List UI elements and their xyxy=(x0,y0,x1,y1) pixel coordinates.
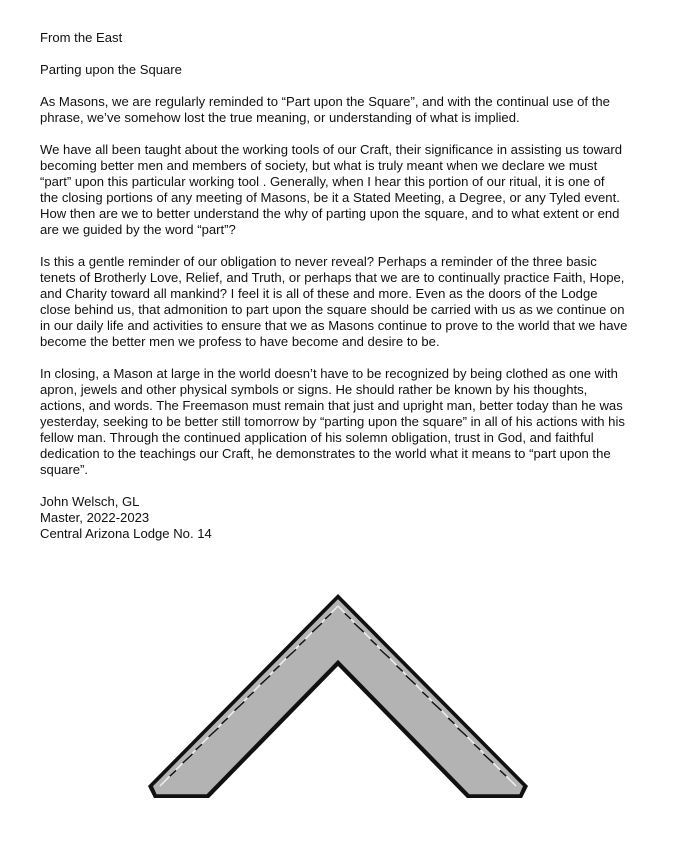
paragraph-line: fellow man. Through the continued application of his solemn obligation, trust in God, and faithful xyxy=(40,430,594,445)
signature-name: John Welsch, GL xyxy=(40,494,140,509)
paragraph-line: actions, and words. The Freemason must remain that just and upright man, better today than he was xyxy=(40,398,623,413)
paragraph-line: become the better men we profess to have become and desire to be. xyxy=(40,334,440,349)
paragraph-line: in our daily life and activities to ensure that we as Masons continue to prove to the world that we have xyxy=(40,318,628,333)
paragraph-line: As Masons, we are regularly reminded to “Part upon the Square”, and with the continual use of the xyxy=(40,94,610,109)
paragraph-line: close behind us, that admonition to part upon the square should be carried with us as we continue on xyxy=(40,302,625,317)
square-graphic xyxy=(148,594,528,798)
document-title: Parting upon the Square xyxy=(40,62,182,77)
signature-lodge: Central Arizona Lodge No. 14 xyxy=(40,526,212,541)
paragraph-line: dedication to the teachings our Craft, he demonstrates to the world what it means to “part upon the xyxy=(40,446,611,461)
paragraph-line: the closing portions of any meeting of Masons, be it a Stated Meeting, a Degree, or any Tyled event. xyxy=(40,190,620,205)
paragraph-line: square”. xyxy=(40,462,89,477)
paragraph-line: In closing, a Mason at large in the world doesn’t have to be recognized by being clothed as one with xyxy=(40,366,618,381)
paragraph-line: and Charity toward all mankind? I feel it is all of these and more. Even as the doors of the Lodge xyxy=(40,286,598,301)
paragraph-line: phrase, we’ve somehow lost the true meaning, or understanding of what is implied. xyxy=(40,110,520,125)
paragraph-line: How then are we to better understand the why of parting upon the square, and to what extent or end xyxy=(40,206,620,221)
paragraph-line: becoming better men and members of society, but what is truly meant when we declare we must xyxy=(40,158,598,173)
paragraph-line: Is this a gentle reminder of our obligation to never reveal? Perhaps a reminder of the three basic xyxy=(40,254,597,269)
paragraph-line: “part” upon this particular working tool . Generally, when I hear this portion of our ritual, it is one of xyxy=(40,174,605,189)
paragraph-line: apron, jewels and other physical symbols or signs. He should rather be known by his thoughts, xyxy=(40,382,588,397)
from-line: From the East xyxy=(40,30,123,45)
paragraph-line: tenets of Brotherly Love, Relief, and Truth, or perhaps that we are to continually practice Faith, Hope, xyxy=(40,270,625,285)
paragraph-line: We have all been taught about the working tools of our Craft, their significance in assisting us toward xyxy=(40,142,623,157)
paragraph-line: yesterday, seeking to be better still tomorrow by “parting upon the square” in all of his actions with his xyxy=(40,414,625,429)
square-body xyxy=(152,598,524,795)
signature-role: Master, 2022-2023 xyxy=(40,510,150,525)
paragraph-line: are we guided by the word “part”? xyxy=(40,222,236,237)
